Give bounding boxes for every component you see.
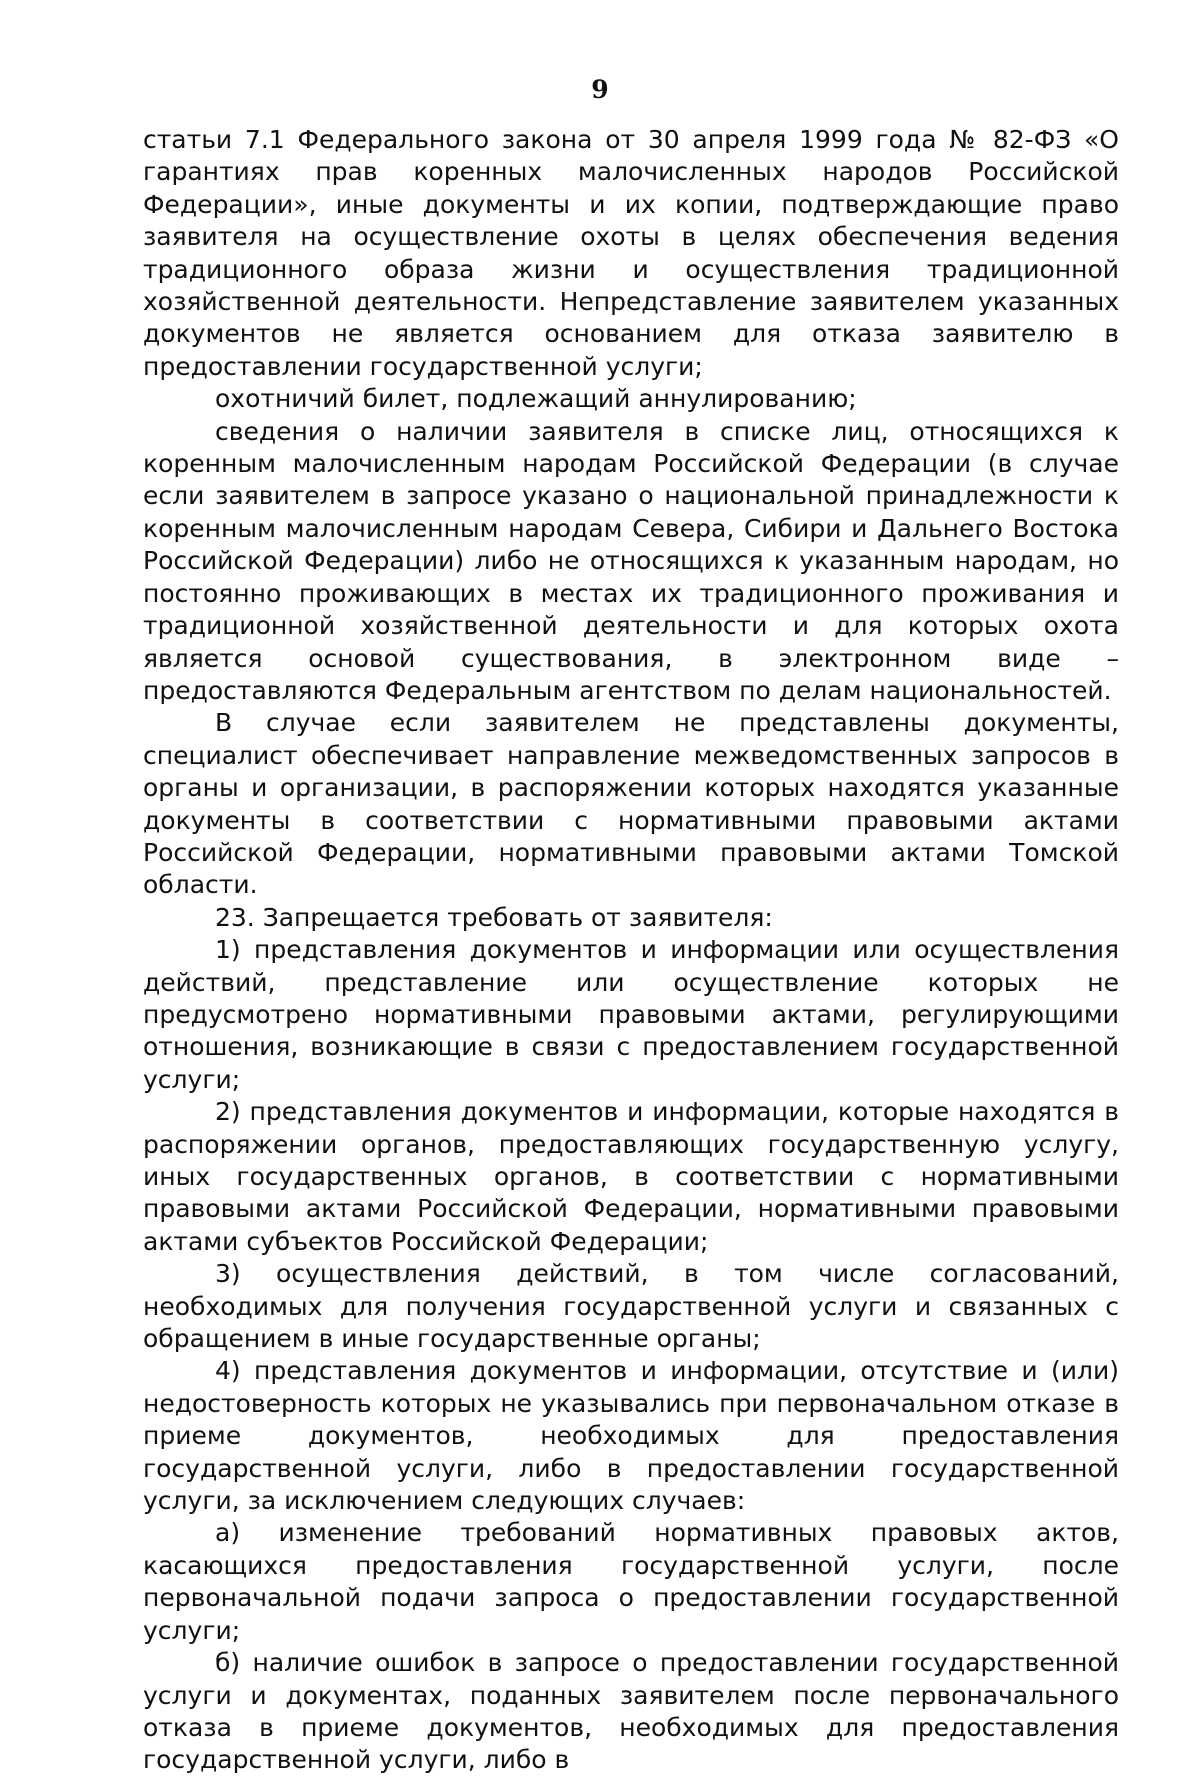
paragraph-6: 1) представления документов и информации или осуществления действий, представление или осуществление которых не предусмотрено нормативными правовыми актами, регулирующими отношения, возникающие в связи с предоставлением государственной услуги; [143,935,1119,1094]
paragraph-10: а) изменение требований нормативных правовых актов, касающихся предоставления государственной услуги, после первоначальной подачи запроса о предоставлении государственной услуги; [143,1518,1119,1645]
paragraph-8: 3) осуществления действий, в том числе согласований, необходимых для получения государственной услуги и связанных с обращением в иные государственные органы; [143,1259,1119,1354]
paragraph-9: 4) представления документов и информации, отсутствие и (или) недостоверность которых не указывались при первоначальном отказе в приеме документов, необходимых для предоставления государственной услуги, либо в предоставлении государственной услуги, за исключением следующих случаев: [143,1356,1119,1516]
paragraph-2: охотничий билет, подлежащий аннулированию; [215,384,857,414]
page-number: 9 [591,75,609,104]
paragraph-7: 2) представления документов и информации, которые находятся в распоряжении органов, предоставляющих государственную услугу, иных государственных органов, в соответствии с нормативными правовыми актами Российской Федерации, нормативными правовыми актами субъектов Российской Федерации; [143,1097,1119,1256]
paragraph-3: сведения о наличии заявителя в списке лиц, относящихся к коренным малочисленным народам Российской Федерации (в случае если заявителем в запросе указано о национальной принадлежности к коренным малочисленным народам Севера, Сибири и Дальнего Востока Российской Федерации) либо не относящихся к указанным народам, но постоянно проживающих в местах их традиционного проживания и традиционной хозяйственной деятельности и для которых охота является основой существования, в электронном виде – предоставляются Федеральным агентством по делам национальностей. [143,416,1119,705]
paragraph-1: статьи 7.1 Федерального закона от 30 апреля 1999 года № 82-ФЗ «О гарантиях прав коренных малочисленных народов Российской Федерации», иные документы и их копии, подтверждающие право заявителя на осуществление охоты в целях обеспечения ведения традиционного образа жизни и осуществления традиционной хозяйственной деятельности. Непредставление заявителем указанных документов не является основанием для отказа заявителю в предоставлении государственной услуги; [143,125,1119,381]
paragraph-4: В случае если заявителем не представлены документы, специалист обеспечивает направление межведомственных запросов в органы и организации, в распоряжении которых находятся указанные документы в соответствии с нормативными правовыми актами Российской Федерации, нормативными правовыми актами Томской области. [143,708,1119,900]
paragraph-11: б) наличие ошибок в запросе о предоставлении государственной услуги и документах, поданных заявителем после первоначального отказа в приеме документов, необходимых для предоставления государственной услуги, либо в [143,1648,1119,1775]
paragraph-5: 23. Запрещается требовать от заявителя: [215,902,773,932]
document-body [143,124,1119,1777]
